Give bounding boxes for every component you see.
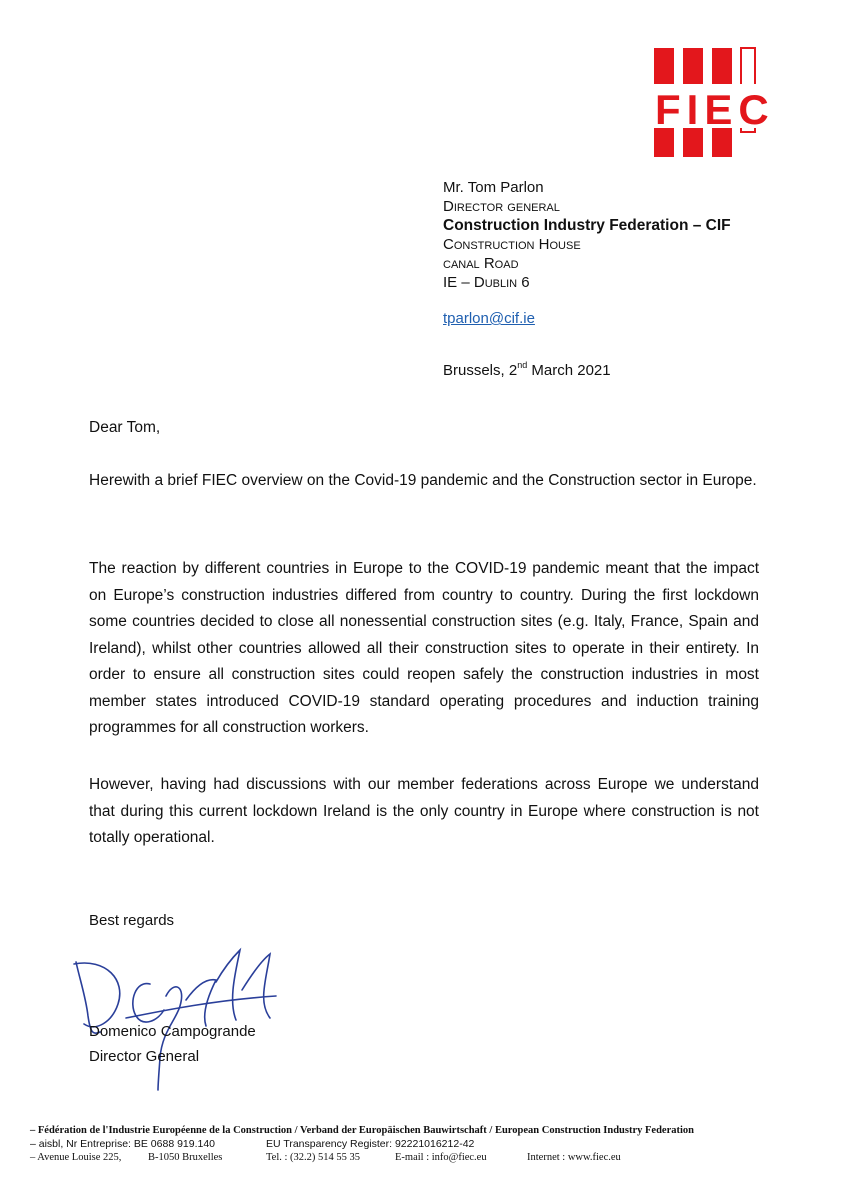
recipient-name: Mr. Tom Parlon xyxy=(443,179,544,196)
footer-email: E-mail : info@fiec.eu xyxy=(395,1152,487,1163)
paragraph-1: Herewith a brief FIEC overview on the Covid-19 pandemic and the Construction sector in Europe. xyxy=(89,472,757,489)
recipient-street: canal Road xyxy=(443,255,519,272)
recipient-organization: Construction Industry Federation – CIF xyxy=(443,217,731,234)
footer-transparency-register: EU Transparency Register: 92221016212-42 xyxy=(266,1138,475,1150)
recipient-building: Construction House xyxy=(443,236,581,253)
footer-telephone: Tel. : (32.2) 514 55 35 xyxy=(266,1152,361,1163)
recipient-title: Director general xyxy=(443,198,560,215)
footer-website: Internet : www.fiec.eu xyxy=(527,1152,621,1163)
recipient-email-link[interactable]: tparlon@cif.ie xyxy=(443,310,535,327)
date-prefix: Brussels, 2 xyxy=(443,362,518,379)
svg-text:FIEC: FIEC xyxy=(655,86,775,133)
paragraph-2: The reaction by different countries in Europe to the COVID-19 pandemic meant that the impact on Europe’s construction industries differed from country to country. During the first lockdown some countries decided to close all nonessential construction sites (e.g. Italy, France, Spain and Ireland), whilst other countries allowed all their construction sites to operate in their entirety. In order to ensure all construction sites could reopen safely the construction industries in most member states introduced COVID-19 standard operating procedures and induction training programmes for all construction workers. xyxy=(89,560,759,736)
recipient-city-line xyxy=(443,273,530,292)
recipient-city: Dublin 6 xyxy=(473,274,530,291)
paragraph-3: However, having had discussions with our member federations across Europe we understand that during this current lockdown Ireland is the only country in Europe where construction is not totally operational. xyxy=(89,776,759,846)
footer-federation-names: – Fédération de l'Industrie Européenne de la Construction / Verband der Europäischen Bauwirtschaft / European Construction Industry Federation xyxy=(30,1125,694,1136)
signer-name: Domenico Campogrande xyxy=(89,1023,256,1040)
salutation: Dear Tom, xyxy=(89,419,161,436)
footer-address: – Avenue Louise 225, xyxy=(30,1152,122,1163)
closing: Best regards xyxy=(89,912,175,929)
letter-date xyxy=(443,361,611,380)
date-ordinal: nd xyxy=(517,360,528,370)
date-suffix: March 2021 xyxy=(527,362,611,379)
recipient-city-prefix: IE – xyxy=(443,274,474,291)
signer-title: Director General xyxy=(89,1048,200,1065)
footer-city: B-1050 Bruxelles xyxy=(148,1152,223,1163)
fiec-logo xyxy=(651,44,775,158)
footer-enterprise-number: – aisbl, Nr Entreprise: BE 0688 919.140 xyxy=(30,1138,216,1150)
